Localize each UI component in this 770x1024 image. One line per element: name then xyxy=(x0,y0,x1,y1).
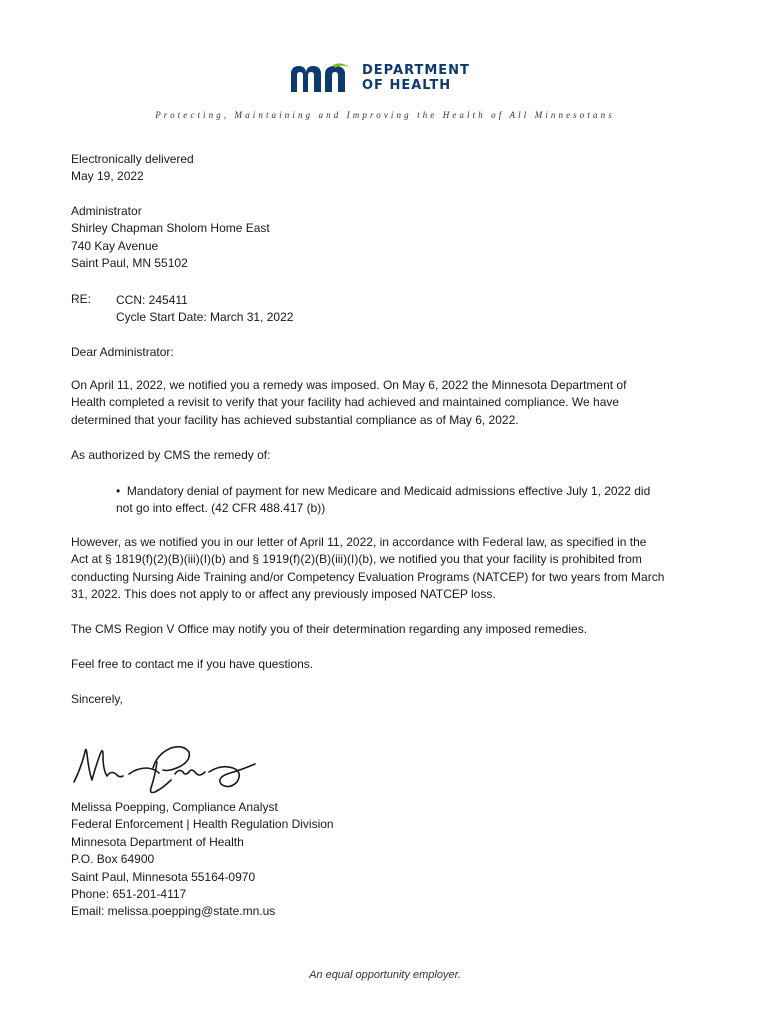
closing: Sincerely, xyxy=(71,692,123,706)
paragraph-contact: Feel free to contact me if you have questions. xyxy=(71,657,314,671)
paragraph-line: 31, 2022. This does not apply to or affect any previously imposed NATCEP loss. xyxy=(71,587,496,602)
department-name xyxy=(362,63,502,93)
sender-city: Saint Paul, Minnesota 55164-0970 xyxy=(71,869,256,884)
paragraph-line: However, as we notified you in our letter of April 11, 2022, in accordance with Federal law, as specified in the xyxy=(71,535,647,549)
paragraph-cms-region: The CMS Region V Office may notify you of their determination regarding any imposed remedies. xyxy=(71,622,588,636)
bullet-line-1 xyxy=(116,483,696,500)
paragraph-line: Health completed a revisit to verify that your facility had achieved and maintained compliance. We have xyxy=(71,395,620,410)
sender-phone: Phone: 651-201-4117 xyxy=(71,887,187,902)
sender-po-box: P.O. Box 64900 xyxy=(71,852,155,867)
letterhead xyxy=(0,60,770,100)
re-label: RE: xyxy=(71,292,92,306)
dept-line-2: OF HEALTH xyxy=(362,78,452,93)
remedy-bullet xyxy=(116,483,696,518)
paragraph-natcep xyxy=(71,534,701,604)
sender-email: Email: melissa.poepping@state.mn.us xyxy=(71,904,276,919)
delivery-method: Electronically delivered xyxy=(71,152,194,166)
sender-name-title: Melissa Poepping, Compliance Analyst xyxy=(71,800,278,814)
re-cycle-start: Cycle Start Date: March 31, 2022 xyxy=(116,310,294,325)
letter-date: May 19, 2022 xyxy=(71,169,144,184)
sender-department: Minnesota Department of Health xyxy=(71,834,244,849)
paragraph-line: Act at § 1819(f)(2)(B)(iii)(I)(b) and § 1919(f)(2)(B)(iii)(I)(b), we notified you that your facility is prohibited from xyxy=(71,552,642,567)
paragraph-remedy-revisit xyxy=(71,377,701,429)
dept-line-1: DEPARTMENT xyxy=(362,63,470,78)
sender-division: Federal Enforcement | Health Regulation Division xyxy=(71,817,334,832)
bullet-marker: • xyxy=(116,484,121,498)
salutation: Dear Administrator: xyxy=(71,345,174,359)
paragraph-line: determined that your facility has achieved substantial compliance as of May 6, 2022. xyxy=(71,412,519,427)
paragraph-authorized: As authorized by CMS the remedy of: xyxy=(71,448,271,462)
recipient-title: Administrator xyxy=(71,204,142,218)
bullet-text-1: Mandatory denial of payment for new Medicare and Medicaid admissions effective July 1, 2022 did xyxy=(126,484,651,498)
recipient-street: 740 Kay Avenue xyxy=(71,238,159,253)
re-details xyxy=(116,292,293,327)
mn-logo-icon xyxy=(289,62,351,94)
paragraph-line: On April 11, 2022, we notified you a remedy was imposed. On May 6, 2022 the Minnesota Department of xyxy=(71,378,627,392)
re-ccn: CCN: 245411 xyxy=(116,293,188,307)
recipient-city: Saint Paul, MN 55102 xyxy=(71,256,188,271)
footer-equal-opportunity: An equal opportunity employer. xyxy=(309,969,461,981)
handwritten-signature xyxy=(71,738,261,800)
recipient-address xyxy=(71,203,701,273)
tagline: Protecting, Maintaining and Improving the Health of All Minnesotans xyxy=(155,110,615,120)
recipient-facility: Shirley Chapman Sholom Home East xyxy=(71,221,270,236)
bullet-line-2: not go into effect. (42 CFR 488.417 (b)) xyxy=(116,501,326,516)
sender-signature-block xyxy=(71,799,701,921)
paragraph-line: conducting Nursing Aide Training and/or Competency Evaluation Programs (NATCEP) for two years from March xyxy=(71,569,665,584)
delivery-block xyxy=(71,151,701,186)
